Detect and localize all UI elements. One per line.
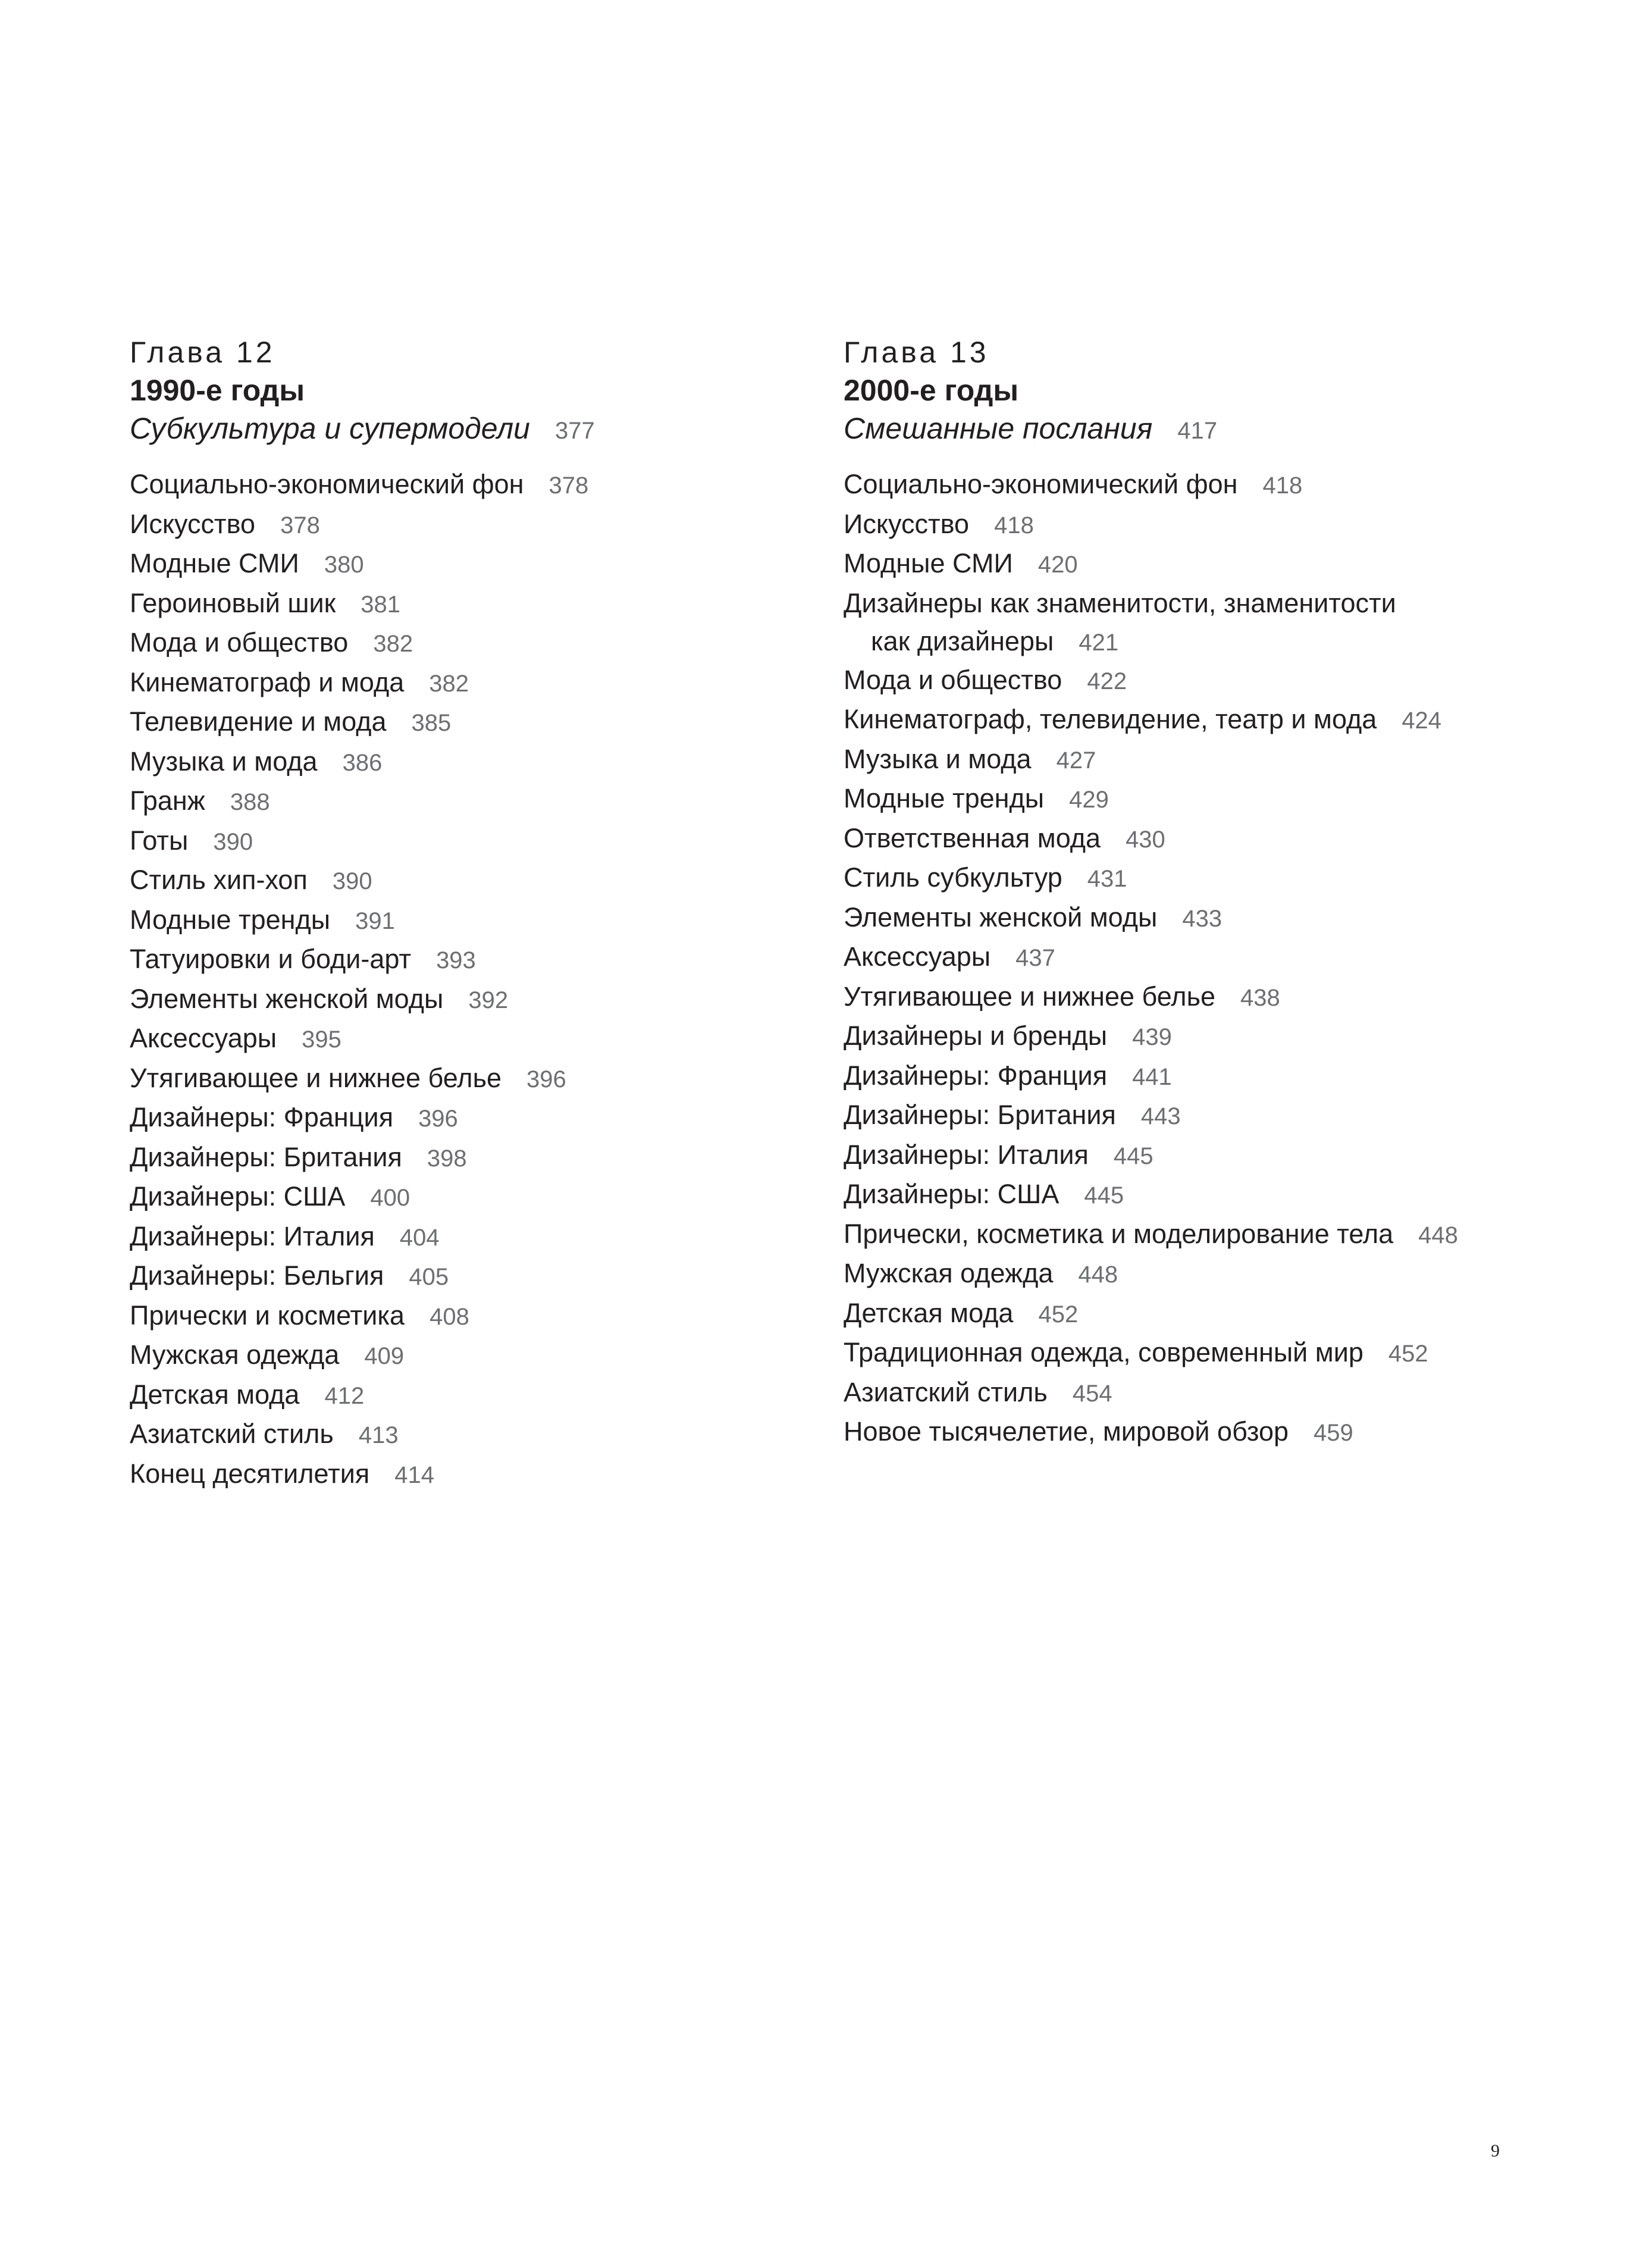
toc-entry-title: Мужская одежда: [130, 1339, 340, 1370]
toc-entry-title: Утягивающее и нижнее белье: [130, 1062, 502, 1093]
toc-entry-title: Дизайнеры: Франция: [130, 1102, 394, 1132]
toc-entry-title: Гранж: [130, 785, 205, 816]
toc-entry[interactable]: [844, 700, 1528, 740]
toc-entry-title: Дизайнеры: Франция: [844, 1060, 1108, 1091]
toc-entry-title: Мода и общество: [130, 627, 349, 658]
toc-entry[interactable]: [130, 1257, 814, 1297]
chapter-label: Глава 13: [844, 336, 989, 369]
toc-entry-title: Дизайнеры как знаменитости, знаменитости: [844, 587, 1396, 618]
toc-entry-title: Социально-экономический фон: [844, 469, 1238, 499]
toc-entry-page: 388: [230, 789, 270, 815]
toc-entry-title: Социально-экономический фон: [130, 469, 524, 499]
toc-entry-page: 396: [418, 1106, 458, 1132]
toc-entry-page: 380: [324, 552, 364, 578]
toc-entry-title: Модные СМИ: [130, 548, 299, 578]
toc-entry[interactable]: [844, 899, 1528, 938]
toc-entry-title: Новое тысячелетие, мировой обзор: [844, 1416, 1289, 1447]
toc-entry-page: 390: [332, 868, 372, 894]
toc-entry[interactable]: [130, 822, 814, 862]
toc-entry-page: 381: [361, 591, 401, 618]
toc-list: [844, 465, 1528, 1453]
toc-entry[interactable]: [130, 1059, 814, 1099]
toc-entry-title: Телевидение и мода: [130, 706, 387, 737]
toc-entry-page: 452: [1038, 1301, 1079, 1328]
toc-entry-page: 431: [1087, 866, 1127, 892]
toc-entry[interactable]: [844, 938, 1528, 978]
toc-entry-title: Музыка и мода: [844, 743, 1032, 774]
toc-entry-title: Дизайнеры: Италия: [844, 1139, 1089, 1170]
toc-entry-page: 438: [1240, 984, 1280, 1011]
toc-entry-page: 378: [280, 512, 320, 539]
toc-entry[interactable]: [130, 1098, 814, 1138]
toc-entry-page: 392: [468, 987, 509, 1013]
toc-entry-title: Аксессуары: [130, 1023, 277, 1053]
toc-entry-title: Дизайнеры: Бельгия: [130, 1260, 384, 1291]
toc-entry-page: 437: [1015, 945, 1055, 971]
toc-entry[interactable]: [844, 1096, 1528, 1136]
toc-entry-title: Дизайнеры и бренды: [844, 1021, 1108, 1051]
toc-entry[interactable]: [844, 780, 1528, 819]
toc-entry-page: 445: [1113, 1142, 1153, 1169]
toc-entry-page: 459: [1314, 1420, 1353, 1446]
toc-entry[interactable]: [844, 1334, 1528, 1373]
toc-entry[interactable]: [130, 1455, 814, 1495]
toc-entry[interactable]: [130, 505, 814, 545]
toc-entry-page: 420: [1037, 552, 1078, 578]
toc-entry[interactable]: [844, 584, 1528, 661]
page-number: 9: [1491, 2141, 1500, 2161]
toc-entry-title: Мода и общество: [844, 664, 1062, 695]
toc-entry[interactable]: [130, 782, 814, 822]
toc-entry-title: Дизайнеры: Британия: [844, 1100, 1116, 1130]
toc-entry[interactable]: [130, 1376, 814, 1416]
toc-entry[interactable]: [130, 663, 814, 703]
toc-entry[interactable]: [130, 940, 814, 980]
toc-entry-page: 422: [1087, 668, 1127, 694]
toc-entry-title: Утягивающее и нижнее белье: [844, 981, 1216, 1012]
toc-entry-title: Татуировки и боди-арт: [130, 944, 412, 974]
toc-list: [130, 465, 814, 1494]
toc-entry-page: 418: [994, 512, 1034, 539]
toc-entry[interactable]: [130, 861, 814, 901]
toc-entry-title: Аксессуары: [844, 941, 991, 972]
toc-entry[interactable]: [130, 1336, 814, 1376]
toc-entry-title: Модные СМИ: [844, 548, 1013, 578]
toc-entry-page: 405: [409, 1264, 449, 1290]
toc-entry-page: 393: [436, 947, 476, 974]
toc-entry-page: 441: [1132, 1063, 1172, 1090]
toc-entry[interactable]: [130, 1415, 814, 1455]
chapter-13-column: [844, 333, 1528, 1453]
toc-entry-title: Мужская одежда: [844, 1258, 1054, 1288]
toc-entry-title: Детская мода: [130, 1379, 300, 1410]
toc-entry-page: 443: [1140, 1103, 1181, 1129]
toc-entry-page: 408: [430, 1303, 469, 1330]
toc-entry-page: 414: [394, 1461, 434, 1488]
toc-entry-title: Героиновый шик: [130, 587, 336, 618]
toc-entry-page: 454: [1072, 1380, 1112, 1407]
toc-entry-title: Элементы женской моды: [130, 983, 444, 1014]
toc-entry-title: Прически и косметика: [130, 1300, 405, 1331]
toc-entry-page: 430: [1126, 826, 1165, 853]
toc-entry-title-cont-text: как дизайнеры: [871, 626, 1054, 656]
toc-entry-title-continued: [844, 622, 1528, 661]
toc-entry-title: Азиатский стиль: [130, 1419, 334, 1449]
toc-entry[interactable]: [844, 978, 1528, 1018]
toc-entry[interactable]: [844, 1136, 1528, 1176]
chapter-subtitle: [130, 409, 814, 447]
toc-entry-title: Стиль субкультур: [844, 862, 1062, 893]
toc-entry-page: 400: [370, 1185, 410, 1211]
toc-entry-page: 378: [548, 472, 589, 499]
toc-entry[interactable]: [130, 584, 814, 624]
toc-entry-page: 413: [358, 1422, 399, 1448]
toc-entry[interactable]: [844, 544, 1528, 584]
chapter-12-column: [130, 333, 814, 1494]
toc-entry-page: 382: [373, 631, 413, 657]
toc-entry[interactable]: [844, 819, 1528, 859]
toc-entry[interactable]: [130, 901, 814, 941]
toc-entry-page: 418: [1262, 472, 1303, 499]
toc-entry[interactable]: [130, 1138, 814, 1178]
chapter-title: 1990-е годы: [130, 374, 305, 407]
chapter-subtitle-text: Субкультура и супермодели: [130, 412, 530, 445]
toc-entry-page: 385: [411, 710, 452, 736]
chapter-label: Глава 12: [130, 336, 275, 369]
toc-entry-page: 448: [1418, 1222, 1458, 1248]
toc-entry[interactable]: [844, 1175, 1528, 1215]
toc-entry-page: 448: [1078, 1262, 1118, 1288]
toc-entry-page: 429: [1069, 787, 1109, 813]
toc-entry-title: Конец десятилетия: [130, 1458, 370, 1489]
toc-entry-page: 452: [1388, 1341, 1428, 1367]
toc-entry-page: 386: [342, 749, 383, 776]
toc-entry-page: 427: [1056, 747, 1096, 774]
toc-entry-page: 409: [364, 1343, 405, 1369]
toc-entry[interactable]: [844, 1294, 1528, 1334]
toc-entry[interactable]: [130, 465, 814, 505]
toc-entry-page: 424: [1402, 708, 1442, 734]
toc-entry-title: Искусство: [844, 508, 970, 539]
toc-entry[interactable]: [130, 1217, 814, 1257]
toc-entry-title: Стиль хип-хоп: [130, 865, 308, 895]
toc-entry[interactable]: [130, 624, 814, 663]
toc-entry[interactable]: [844, 661, 1528, 701]
toc-entry-title: Традиционная одежда, современный мир: [844, 1337, 1363, 1367]
toc-entry[interactable]: [844, 859, 1528, 899]
toc-entry-page: 445: [1084, 1182, 1124, 1209]
toc-entry-title: Модные тренды: [130, 904, 331, 935]
toc-entry[interactable]: [844, 505, 1528, 545]
chapter-subtitle-page: 417: [1177, 418, 1218, 444]
toc-entry-title: Ответственная мода: [844, 822, 1101, 853]
toc-entry[interactable]: [844, 1057, 1528, 1097]
toc-entry-page: 390: [213, 828, 253, 855]
toc-entry-title: Кинематограф, телевидение, театр и мода: [844, 704, 1377, 734]
toc-entry-title: Готы: [130, 825, 189, 856]
toc-entry[interactable]: [844, 465, 1528, 505]
toc-entry-page: 412: [324, 1382, 365, 1409]
toc-entry-title: Искусство: [130, 508, 256, 539]
toc-entry[interactable]: [130, 544, 814, 584]
toc-entry-page: 439: [1132, 1024, 1172, 1050]
toc-entry[interactable]: [130, 1297, 814, 1336]
toc-entry[interactable]: [130, 1178, 814, 1217]
toc-entry[interactable]: [130, 703, 814, 743]
toc-entry-title: Элементы женской моды: [844, 902, 1158, 932]
toc-entry-title: Кинематограф и мода: [130, 666, 405, 697]
toc-entry[interactable]: [844, 1215, 1528, 1255]
chapter-subtitle-text: Смешанные послания: [844, 412, 1153, 445]
toc-entry-title: Азиатский стиль: [844, 1376, 1048, 1407]
toc-entry[interactable]: [130, 1019, 814, 1059]
toc-entry-page: 398: [427, 1145, 467, 1172]
chapter-subtitle: [844, 409, 1528, 447]
toc-entry[interactable]: [130, 743, 814, 782]
toc-entry[interactable]: [130, 980, 814, 1020]
toc-entry-title: Музыка и мода: [130, 746, 318, 777]
toc-entry-page: 395: [302, 1026, 341, 1053]
toc-entry-title: Дизайнеры: США: [130, 1181, 346, 1212]
toc-entry-title: Дизайнеры: Италия: [130, 1220, 375, 1251]
toc-entry[interactable]: [844, 1254, 1528, 1294]
toc-entry[interactable]: [844, 1017, 1528, 1057]
chapter-title: 2000-е годы: [844, 374, 1019, 407]
toc-entry-page: 433: [1182, 905, 1222, 932]
toc-entry-title: Дизайнеры: Британия: [130, 1141, 402, 1172]
toc-entry-page: 404: [399, 1224, 440, 1251]
toc-entry-page: 421: [1079, 630, 1119, 656]
toc-entry-title: Детская мода: [844, 1297, 1014, 1328]
toc-entry-page: 391: [355, 907, 395, 934]
toc-entry-title: Прически, косметика и моделирование тела: [844, 1218, 1394, 1249]
toc-entry[interactable]: [844, 1413, 1528, 1453]
toc-entry-title: Дизайнеры: США: [844, 1179, 1059, 1209]
toc-entry-page: 396: [526, 1066, 566, 1093]
chapter-subtitle-page: 377: [554, 418, 595, 444]
toc-entry[interactable]: [844, 1373, 1528, 1413]
toc-entry-page: 382: [429, 670, 469, 697]
toc-entry[interactable]: [844, 740, 1528, 780]
toc-entry-title: Модные тренды: [844, 783, 1045, 813]
